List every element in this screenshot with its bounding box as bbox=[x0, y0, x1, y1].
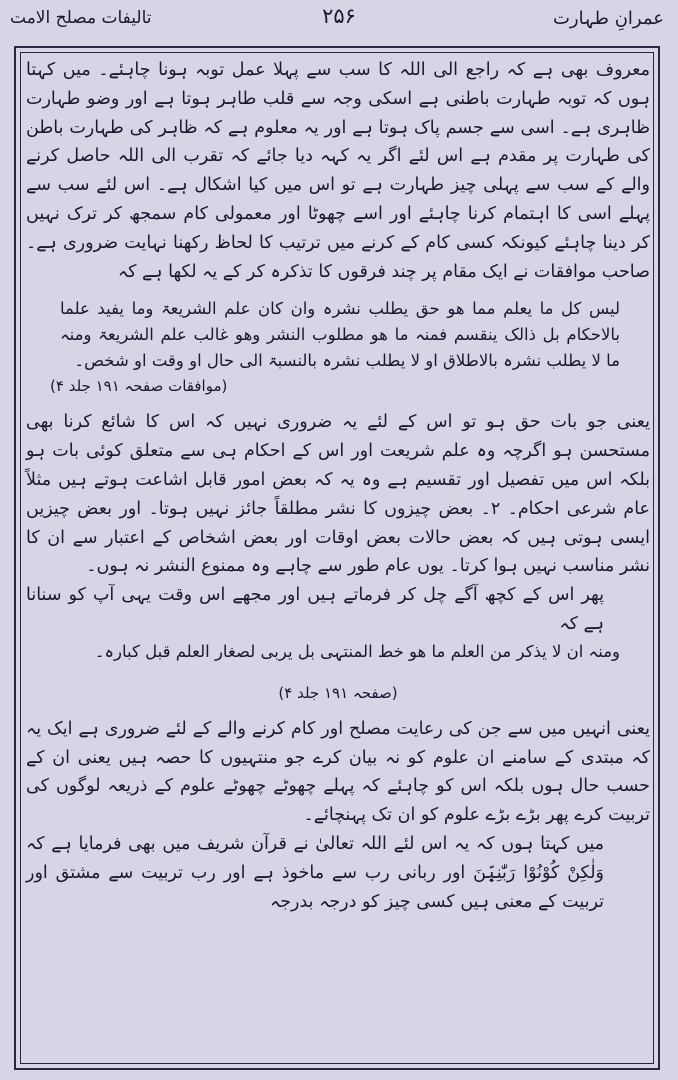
chapter-title: عمرانِ طہارت bbox=[552, 8, 664, 29]
reference-2: (صفحہ ۱۹۱ جلد ۴) bbox=[278, 683, 398, 702]
paragraph-5: میں کہتا ہوں کہ یہ اس لئے اللہ تعالیٰ نے قرآن شریف میں بھی فرمایا ہے کہ وَلٰکِنْ کُوْنُوْا رَبّٰنِیّٖنَ اور ربانی رب سے ماخوذ ہے اور رب تربیت سے مشتق اور تربیت کے معنی ہیں کسی چیز کو درجہ بدرجہ bbox=[26, 833, 604, 912]
page-header bbox=[0, 0, 678, 44]
paragraph-2: یعنی جو بات حق ہو تو اس کے لئے یہ ضروری نہیں کہ اس کا شائع کرنا بھی مستحسن ہو اگرچہ وہ علم شریعت اور اس کے احکام ہی سے متعلق کوئی بات ہو بلکہ اس میں تفصیل اور تقسیم ہے وہ یہ کہ بعض امور قابل اشاعت ہوتے ہیں مثلاً عام شرعی احکام۔ ۲۔ بعض چیزوں کا نشر مطلقاً جائز نہیں ہوتا۔ اور بعض چیزیں ایسی ہوتی ہیں کہ بعض حالات بعض اوقات اور بعض اشخاص کے اعتبار سے ان کا نشر مناسب نہیں ہوا کرتا۔ یوں عام طور سے چاہے وہ ممنوع النشر نہ ہوں۔ bbox=[26, 412, 650, 577]
reference-1: (موافقات صفحہ ۱۹۱ جلد ۴) bbox=[50, 377, 228, 396]
arabic-quote-1: لیس کل ما یعلم مما ھو حق یطلب نشرہ وان کان علم الشریعۃ وما یفید علما بالاحکام بل ذالک ینقسم فمنہ ما ھو مطلوب النشر وھو غالب علم الشریعۃ ومنہ ما لا یطلب نشرہ بالاطلاق او لا یطلب نشرہ بالنسبۃ الی حال او وقت او شخص۔ bbox=[60, 299, 620, 371]
page-number: ۲۵۶ bbox=[322, 4, 356, 28]
paragraph-3: پھر اس کے کچھ آگے چل کر فرماتے ہیں اور مجھے اس وقت یہی آپ کو سنانا ہے کہ bbox=[26, 585, 604, 634]
paragraph-4: یعنی انہیں میں سے جن کی رعایت مصلح اور کام کرنے والے کے لئے ضروری ہے ایک یہ کہ مبتدی کے سامنے ان علوم کو نہ بیان کرے جو منتہیوں کا حصہ ہیں یعنی ان کے حسب حال ہوں بلکہ اس کو چاہئے کہ پہلے چھوٹے چھوٹے علوم کے ذریعہ لوگوں کی تربیت کرے پھر بڑے بڑے علوم کو ان تک پہنچائے۔ bbox=[26, 718, 650, 826]
page-body bbox=[26, 56, 650, 1062]
arabic-quote-2: ومنہ ان لا یذکر من العلم ما ھو خط المنتہی بل یربی لصغار العلم قبل کبارہ۔ bbox=[94, 641, 620, 661]
paragraph-1: معروف بھی ہے کہ راجع الی اللہ کا سب سے پہلا عمل توبہ ہونا چاہئے۔ میں کہتا ہوں کہ توبہ طہارت باطنی ہے اسکی وجہ سے قلب طاہر ہوتا ہے اور وضو طہارت ظاہری ہے۔ اسی سے جسم پاک ہوتا ہے اور یہ معلوم ہے کہ ظاہر کی طہارت باطن کی طہارت پر مقدم ہے اس لئے اگر یہ کہہ دیا جائے کہ تقرب الی اللہ حاصل کرنے والے کے سب سے پہلی چیز طہارت ہے تو اس میں کیا اشکال ہے۔ اس لئے سب سے پہلے اسی کا اہتمام کرنا چاہئے اور اسے چھوٹا اور معمولی کام سمجھ کر ترک نہیں کر دینا چاہئے کیونکہ کسی کام کے کرنے میں ترتیب کا لحاظ رکھنا نہایت ضروری ہے۔ صاحب موافقات نے ایک مقام پر چند فرقوں کا تذکرہ کر کے یہ لکھا ہے کہ bbox=[26, 60, 650, 282]
book-series-title: تالیفات مصلح الامت bbox=[10, 8, 152, 28]
